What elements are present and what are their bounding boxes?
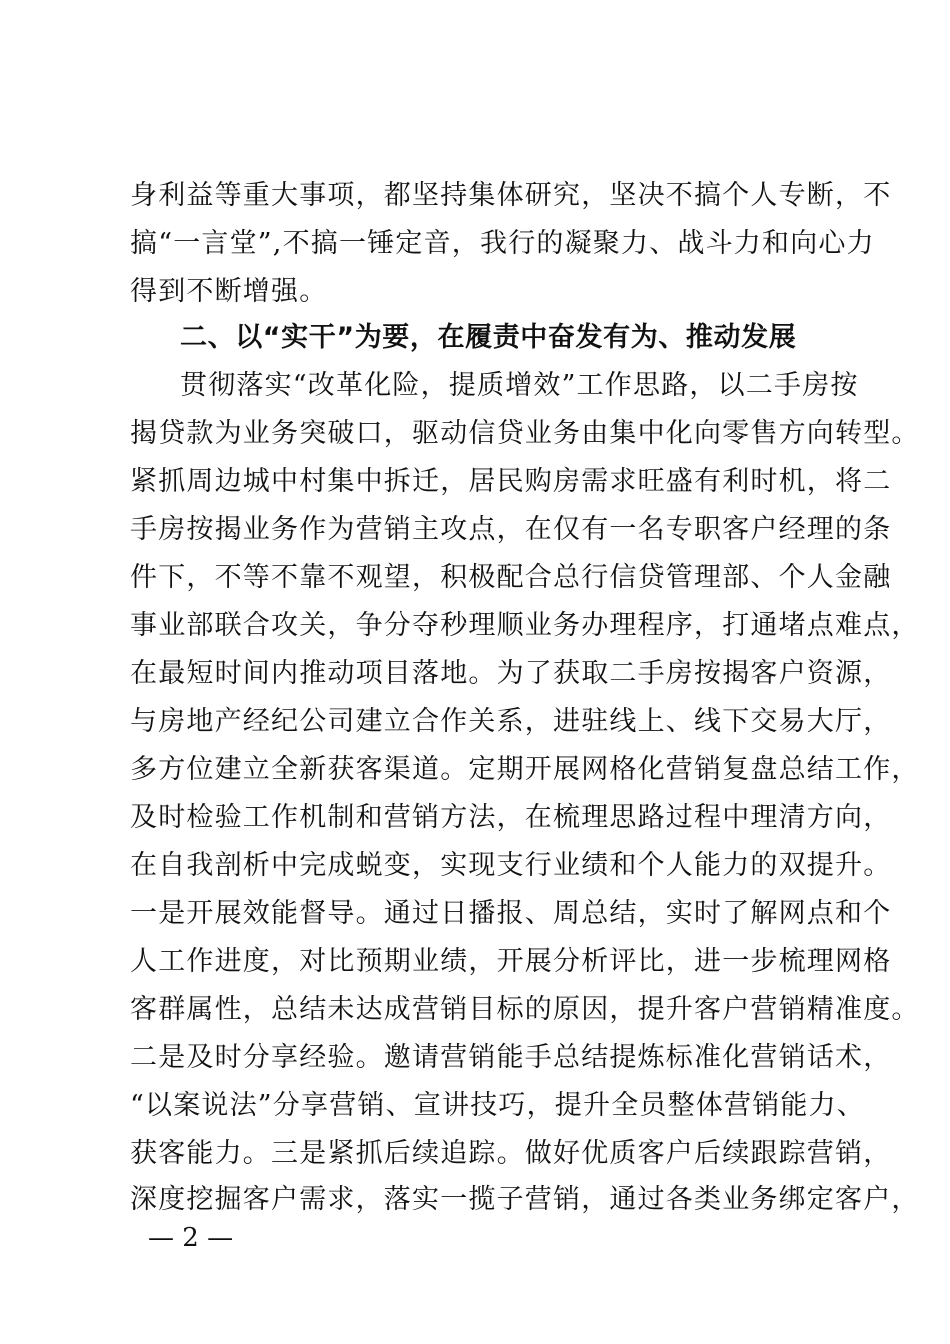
paragraph-line: 件下，不等不靠不观望，积极配合总行信贷管理部、个人金融 bbox=[130, 562, 892, 593]
paragraph-line: 获客能力。三是紧抓后续追踪。做好优质客户后续跟踪营销， bbox=[130, 1138, 892, 1169]
paragraph-line: 深度挖掘客户需求，落实一揽子营销，通过各类业务绑定客户， bbox=[130, 1184, 920, 1215]
paragraph-line: 一是开展效能督导。通过日播报、周总结，实时了解网点和个 bbox=[130, 898, 892, 929]
paragraph-line: 二是及时分享经验。邀请营销能手总结提炼标准化营销话术， bbox=[130, 1042, 892, 1073]
paragraph-line: 身利益等重大事项，都坚持集体研究，坚决不搞个人专断，不 bbox=[130, 180, 892, 211]
paragraph-line: 事业部联合攻关，争分夺秒理顺业务办理程序，打通堵点难点， bbox=[130, 610, 920, 641]
paragraph-line: 人工作进度，对比预期业绩，开展分析评比，进一步梳理网格 bbox=[130, 946, 892, 977]
paragraph-line: 客群属性，总结未达成营销目标的原因，提升客户营销精准度。 bbox=[130, 994, 920, 1025]
paragraph-line: 得到不断增强。 bbox=[130, 276, 328, 307]
paragraph-line: 手房按揭业务作为营销主攻点，在仅有一名专职客户经理的条 bbox=[130, 514, 892, 545]
paragraph-line: 搞“一言堂”,不搞一锤定音，我行的凝聚力、战斗力和向心力 bbox=[130, 228, 875, 259]
paragraph-line: 在自我剖析中完成蜕变，实现支行业绩和个人能力的双提升。 bbox=[130, 850, 892, 881]
paragraph-line: 在最短时间内推动项目落地。为了获取二手房按揭客户资源， bbox=[130, 658, 892, 689]
paragraph-line: 及时检验工作机制和营销方法，在梳理思路过程中理清方向， bbox=[130, 802, 892, 833]
paragraph-line: 紧抓周边城中村集中拆迁，居民购房需求旺盛有利时机，将二 bbox=[130, 466, 892, 497]
section-heading: 二、以“实干”为要，在履责中奋发有为、推动发展 bbox=[180, 322, 797, 353]
paragraph-line: 揭贷款为业务突破口，驱动信贷业务由集中化向零售方向转型。 bbox=[130, 418, 920, 449]
page-number: — 2 — bbox=[148, 1223, 234, 1253]
paragraph-line: 多方位建立全新获客渠道。定期开展网格化营销复盘总结工作， bbox=[130, 754, 920, 785]
paragraph-line: “以案说法”分享营销、宣讲技巧，提升全员整体营销能力、 bbox=[130, 1090, 866, 1121]
paragraph-line: 与房地产经纪公司建立合作关系，进驻线上、线下交易大厅， bbox=[130, 706, 892, 737]
paragraph-line: 贯彻落实“改革化险，提质增效”工作思路，以二手房按 bbox=[180, 370, 859, 401]
